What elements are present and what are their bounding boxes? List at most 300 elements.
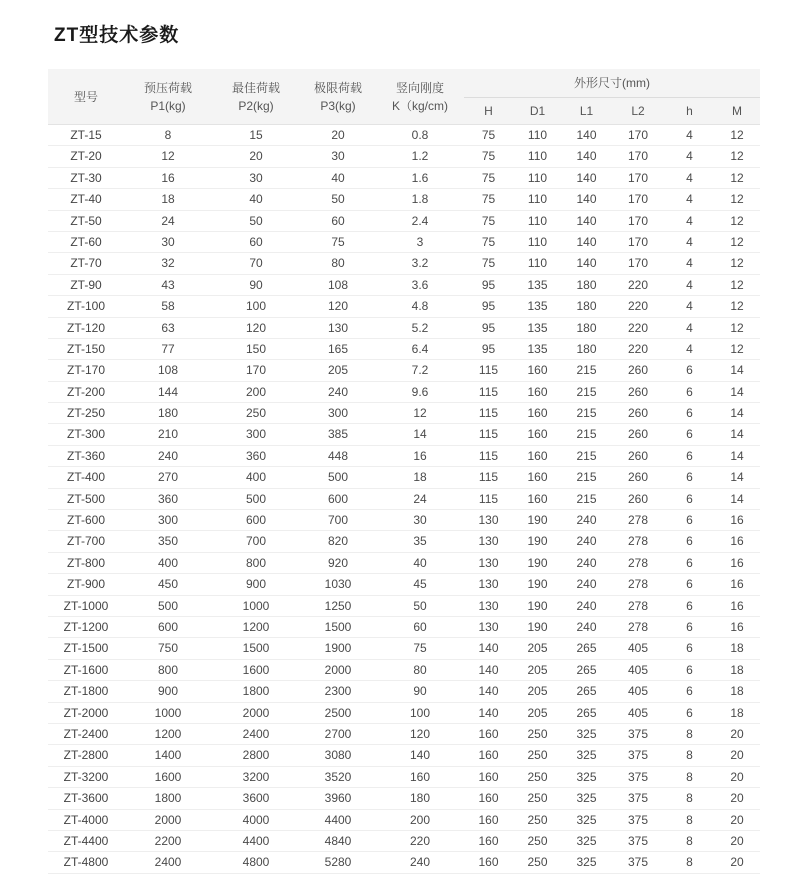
value-cell: 900 <box>212 574 300 595</box>
model-cell: ZT-360 <box>48 445 124 466</box>
value-cell: 240 <box>376 852 464 873</box>
value-cell: 3520 <box>300 766 376 787</box>
value-cell: 2200 <box>124 830 212 851</box>
value-cell: 75 <box>464 210 513 231</box>
value-cell: 12 <box>714 253 760 274</box>
value-cell: 150 <box>212 338 300 359</box>
col-header-preload <box>124 69 212 125</box>
value-cell: 170 <box>611 125 665 146</box>
table-body <box>48 125 760 874</box>
value-cell: 45 <box>376 574 464 595</box>
value-cell: 215 <box>562 403 611 424</box>
value-cell: 215 <box>562 424 611 445</box>
model-cell: ZT-50 <box>48 210 124 231</box>
value-cell: 50 <box>212 210 300 231</box>
value-cell: 140 <box>562 146 611 167</box>
model-cell: ZT-800 <box>48 552 124 573</box>
value-cell: 220 <box>376 830 464 851</box>
value-cell: 4 <box>665 210 714 231</box>
value-cell: 160 <box>464 745 513 766</box>
value-cell: 215 <box>562 488 611 509</box>
model-cell: ZT-3600 <box>48 788 124 809</box>
value-cell: 210 <box>124 424 212 445</box>
value-cell: 6 <box>665 403 714 424</box>
col-header-limit-load-line1: 极限荷载 <box>313 80 362 95</box>
value-cell: 375 <box>611 852 665 873</box>
value-cell: 6 <box>665 681 714 702</box>
value-cell: 3200 <box>212 766 300 787</box>
value-cell: 2500 <box>300 702 376 723</box>
value-cell: 190 <box>513 574 562 595</box>
value-cell: 6 <box>665 702 714 723</box>
value-cell: 3 <box>376 231 464 252</box>
value-cell: 6 <box>665 595 714 616</box>
model-cell: ZT-1600 <box>48 659 124 680</box>
col-header-stiffness-line1: 竖向刚度 <box>395 80 444 95</box>
value-cell: 240 <box>300 381 376 402</box>
value-cell: 12 <box>714 189 760 210</box>
value-cell: 205 <box>513 659 562 680</box>
model-cell: ZT-500 <box>48 488 124 509</box>
value-cell: 350 <box>124 531 212 552</box>
value-cell: 2.4 <box>376 210 464 231</box>
value-cell: 110 <box>513 167 562 188</box>
value-cell: 40 <box>376 552 464 573</box>
value-cell: 8 <box>665 723 714 744</box>
value-cell: 60 <box>300 210 376 231</box>
table-row <box>48 659 760 680</box>
value-cell: 190 <box>513 510 562 531</box>
value-cell: 12 <box>714 274 760 295</box>
col-header-preload-line1: 预压荷载 <box>143 80 192 95</box>
value-cell: 4 <box>665 296 714 317</box>
value-cell: 4 <box>665 274 714 295</box>
value-cell: 270 <box>124 467 212 488</box>
table-row <box>48 296 760 317</box>
value-cell: 170 <box>611 146 665 167</box>
model-cell: ZT-70 <box>48 253 124 274</box>
value-cell: 160 <box>513 424 562 445</box>
value-cell: 115 <box>464 445 513 466</box>
value-cell: 80 <box>376 659 464 680</box>
value-cell: 325 <box>562 852 611 873</box>
value-cell: 200 <box>212 381 300 402</box>
value-cell: 360 <box>212 445 300 466</box>
value-cell: 20 <box>714 830 760 851</box>
value-cell: 160 <box>464 830 513 851</box>
value-cell: 160 <box>513 445 562 466</box>
value-cell: 12 <box>714 317 760 338</box>
value-cell: 205 <box>513 638 562 659</box>
spec-table <box>48 69 760 874</box>
value-cell: 110 <box>513 146 562 167</box>
model-cell: ZT-1200 <box>48 616 124 637</box>
value-cell: 500 <box>124 595 212 616</box>
value-cell: 170 <box>611 210 665 231</box>
value-cell: 325 <box>562 830 611 851</box>
value-cell: 750 <box>124 638 212 659</box>
value-cell: 265 <box>562 702 611 723</box>
value-cell: 160 <box>513 467 562 488</box>
value-cell: 2300 <box>300 681 376 702</box>
value-cell: 160 <box>464 788 513 809</box>
value-cell: 115 <box>464 381 513 402</box>
value-cell: 12 <box>124 146 212 167</box>
table-row <box>48 852 760 873</box>
value-cell: 4 <box>665 146 714 167</box>
model-cell: ZT-4400 <box>48 830 124 851</box>
value-cell: 325 <box>562 766 611 787</box>
value-cell: 160 <box>464 852 513 873</box>
table-row <box>48 360 760 381</box>
value-cell: 260 <box>611 445 665 466</box>
value-cell: 130 <box>464 595 513 616</box>
col-header-best-load-line2: P2(kg) <box>238 98 274 113</box>
model-cell: ZT-600 <box>48 510 124 531</box>
value-cell: 77 <box>124 338 212 359</box>
col-header-preload-line2: P1(kg) <box>150 98 186 113</box>
table-row <box>48 531 760 552</box>
value-cell: 278 <box>611 574 665 595</box>
value-cell: 75 <box>300 231 376 252</box>
value-cell: 700 <box>212 531 300 552</box>
value-cell: 160 <box>464 723 513 744</box>
value-cell: 205 <box>513 702 562 723</box>
value-cell: 260 <box>611 424 665 445</box>
value-cell: 8 <box>665 852 714 873</box>
value-cell: 14 <box>714 488 760 509</box>
value-cell: 20 <box>714 852 760 873</box>
value-cell: 95 <box>464 338 513 359</box>
value-cell: 600 <box>212 510 300 531</box>
value-cell: 405 <box>611 702 665 723</box>
value-cell: 250 <box>513 809 562 830</box>
value-cell: 3080 <box>300 745 376 766</box>
value-cell: 215 <box>562 360 611 381</box>
value-cell: 130 <box>300 317 376 338</box>
value-cell: 12 <box>714 167 760 188</box>
table-row <box>48 830 760 851</box>
col-header-L1: L1 <box>562 98 611 125</box>
value-cell: 108 <box>124 360 212 381</box>
value-cell: 2400 <box>124 852 212 873</box>
col-header-stiffness <box>376 69 464 125</box>
value-cell: 3600 <box>212 788 300 809</box>
value-cell: 12 <box>714 231 760 252</box>
value-cell: 4 <box>665 231 714 252</box>
value-cell: 6 <box>665 467 714 488</box>
value-cell: 240 <box>562 616 611 637</box>
table-row <box>48 595 760 616</box>
value-cell: 160 <box>513 381 562 402</box>
value-cell: 240 <box>562 510 611 531</box>
value-cell: 6 <box>665 552 714 573</box>
value-cell: 160 <box>376 766 464 787</box>
value-cell: 325 <box>562 809 611 830</box>
value-cell: 240 <box>562 552 611 573</box>
value-cell: 405 <box>611 681 665 702</box>
value-cell: 40 <box>212 189 300 210</box>
value-cell: 2700 <box>300 723 376 744</box>
value-cell: 2000 <box>212 702 300 723</box>
value-cell: 250 <box>513 788 562 809</box>
value-cell: 32 <box>124 253 212 274</box>
col-header-model: 型号 <box>48 69 124 125</box>
value-cell: 800 <box>212 552 300 573</box>
value-cell: 170 <box>611 189 665 210</box>
model-cell: ZT-700 <box>48 531 124 552</box>
col-header-h: h <box>665 98 714 125</box>
model-cell: ZT-250 <box>48 403 124 424</box>
value-cell: 20 <box>714 745 760 766</box>
value-cell: 4400 <box>212 830 300 851</box>
table-row <box>48 125 760 146</box>
value-cell: 190 <box>513 595 562 616</box>
value-cell: 1030 <box>300 574 376 595</box>
value-cell: 16 <box>124 167 212 188</box>
value-cell: 6 <box>665 381 714 402</box>
value-cell: 220 <box>611 317 665 338</box>
value-cell: 15 <box>212 125 300 146</box>
model-cell: ZT-300 <box>48 424 124 445</box>
value-cell: 18 <box>714 681 760 702</box>
value-cell: 160 <box>464 766 513 787</box>
value-cell: 144 <box>124 381 212 402</box>
value-cell: 180 <box>562 274 611 295</box>
value-cell: 405 <box>611 638 665 659</box>
col-header-stiffness-line2: K（kg/cm) <box>391 98 448 113</box>
value-cell: 12 <box>714 125 760 146</box>
value-cell: 140 <box>376 745 464 766</box>
value-cell: 360 <box>124 488 212 509</box>
value-cell: 278 <box>611 595 665 616</box>
value-cell: 900 <box>124 681 212 702</box>
value-cell: 75 <box>464 167 513 188</box>
model-cell: ZT-2000 <box>48 702 124 723</box>
value-cell: 2800 <box>212 745 300 766</box>
value-cell: 200 <box>376 809 464 830</box>
table-row <box>48 809 760 830</box>
value-cell: 43 <box>124 274 212 295</box>
value-cell: 375 <box>611 788 665 809</box>
model-cell: ZT-2800 <box>48 745 124 766</box>
value-cell: 20 <box>714 766 760 787</box>
table-row <box>48 488 760 509</box>
model-cell: ZT-30 <box>48 167 124 188</box>
value-cell: 35 <box>376 531 464 552</box>
value-cell: 24 <box>376 488 464 509</box>
model-cell: ZT-4800 <box>48 852 124 873</box>
value-cell: 18 <box>714 659 760 680</box>
value-cell: 14 <box>714 360 760 381</box>
value-cell: 1600 <box>212 659 300 680</box>
value-cell: 60 <box>376 616 464 637</box>
value-cell: 4 <box>665 317 714 338</box>
value-cell: 140 <box>562 167 611 188</box>
value-cell: 300 <box>300 403 376 424</box>
value-cell: 375 <box>611 745 665 766</box>
value-cell: 265 <box>562 659 611 680</box>
value-cell: 260 <box>611 403 665 424</box>
value-cell: 385 <box>300 424 376 445</box>
value-cell: 50 <box>376 595 464 616</box>
model-cell: ZT-1800 <box>48 681 124 702</box>
value-cell: 100 <box>212 296 300 317</box>
value-cell: 130 <box>464 531 513 552</box>
table-row <box>48 681 760 702</box>
value-cell: 820 <box>300 531 376 552</box>
model-cell: ZT-200 <box>48 381 124 402</box>
value-cell: 448 <box>300 445 376 466</box>
value-cell: 135 <box>513 338 562 359</box>
value-cell: 205 <box>513 681 562 702</box>
value-cell: 1500 <box>300 616 376 637</box>
value-cell: 215 <box>562 381 611 402</box>
value-cell: 20 <box>212 146 300 167</box>
value-cell: 1.8 <box>376 189 464 210</box>
model-cell: ZT-170 <box>48 360 124 381</box>
value-cell: 14 <box>714 424 760 445</box>
value-cell: 140 <box>464 659 513 680</box>
model-cell: ZT-3200 <box>48 766 124 787</box>
model-cell: ZT-900 <box>48 574 124 595</box>
value-cell: 2000 <box>300 659 376 680</box>
value-cell: 4 <box>665 125 714 146</box>
value-cell: 140 <box>562 125 611 146</box>
value-cell: 18 <box>376 467 464 488</box>
col-header-M: M <box>714 98 760 125</box>
value-cell: 5.2 <box>376 317 464 338</box>
table-header <box>48 69 760 125</box>
value-cell: 30 <box>376 510 464 531</box>
value-cell: 4000 <box>212 809 300 830</box>
value-cell: 140 <box>464 681 513 702</box>
value-cell: 110 <box>513 210 562 231</box>
value-cell: 1200 <box>212 616 300 637</box>
value-cell: 3.2 <box>376 253 464 274</box>
value-cell: 160 <box>513 488 562 509</box>
value-cell: 700 <box>300 510 376 531</box>
value-cell: 220 <box>611 274 665 295</box>
col-header-D1: D1 <box>513 98 562 125</box>
value-cell: 180 <box>124 403 212 424</box>
value-cell: 260 <box>611 381 665 402</box>
value-cell: 400 <box>124 552 212 573</box>
value-cell: 115 <box>464 403 513 424</box>
value-cell: 140 <box>562 210 611 231</box>
model-cell: ZT-150 <box>48 338 124 359</box>
value-cell: 500 <box>212 488 300 509</box>
value-cell: 14 <box>714 467 760 488</box>
value-cell: 95 <box>464 296 513 317</box>
value-cell: 40 <box>300 167 376 188</box>
model-cell: ZT-100 <box>48 296 124 317</box>
value-cell: 278 <box>611 616 665 637</box>
value-cell: 1400 <box>124 745 212 766</box>
col-header-limit-load <box>300 69 376 125</box>
value-cell: 190 <box>513 616 562 637</box>
value-cell: 250 <box>513 723 562 744</box>
model-cell: ZT-90 <box>48 274 124 295</box>
value-cell: 14 <box>714 403 760 424</box>
col-header-best-load <box>212 69 300 125</box>
value-cell: 4 <box>665 189 714 210</box>
model-cell: ZT-4000 <box>48 809 124 830</box>
value-cell: 1250 <box>300 595 376 616</box>
col-header-best-load-line1: 最佳荷载 <box>231 80 280 95</box>
col-header-L2: L2 <box>611 98 665 125</box>
value-cell: 1500 <box>212 638 300 659</box>
value-cell: 1.6 <box>376 167 464 188</box>
value-cell: 8 <box>665 830 714 851</box>
value-cell: 250 <box>513 852 562 873</box>
value-cell: 58 <box>124 296 212 317</box>
value-cell: 4400 <box>300 809 376 830</box>
value-cell: 2000 <box>124 809 212 830</box>
value-cell: 180 <box>376 788 464 809</box>
value-cell: 16 <box>714 616 760 637</box>
value-cell: 108 <box>300 274 376 295</box>
value-cell: 260 <box>611 360 665 381</box>
value-cell: 8 <box>665 809 714 830</box>
value-cell: 12 <box>714 210 760 231</box>
value-cell: 20 <box>300 125 376 146</box>
table-row <box>48 766 760 787</box>
value-cell: 20 <box>714 809 760 830</box>
value-cell: 220 <box>611 296 665 317</box>
table-row <box>48 574 760 595</box>
table-row <box>48 424 760 445</box>
table-row <box>48 616 760 637</box>
value-cell: 3960 <box>300 788 376 809</box>
value-cell: 50 <box>300 189 376 210</box>
value-cell: 375 <box>611 723 665 744</box>
value-cell: 180 <box>562 296 611 317</box>
value-cell: 130 <box>464 510 513 531</box>
value-cell: 240 <box>124 445 212 466</box>
value-cell: 170 <box>212 360 300 381</box>
value-cell: 7.2 <box>376 360 464 381</box>
value-cell: 130 <box>464 616 513 637</box>
value-cell: 6.4 <box>376 338 464 359</box>
value-cell: 160 <box>513 403 562 424</box>
table-row <box>48 445 760 466</box>
value-cell: 6 <box>665 638 714 659</box>
value-cell: 135 <box>513 274 562 295</box>
value-cell: 120 <box>376 723 464 744</box>
value-cell: 16 <box>714 531 760 552</box>
header-row-top <box>48 69 760 98</box>
value-cell: 220 <box>611 338 665 359</box>
value-cell: 250 <box>513 745 562 766</box>
value-cell: 12 <box>714 296 760 317</box>
table-row <box>48 338 760 359</box>
value-cell: 6 <box>665 488 714 509</box>
value-cell: 140 <box>562 189 611 210</box>
value-cell: 920 <box>300 552 376 573</box>
model-cell: ZT-40 <box>48 189 124 210</box>
value-cell: 20 <box>714 723 760 744</box>
table-row <box>48 510 760 531</box>
table-row <box>48 723 760 744</box>
value-cell: 8 <box>665 745 714 766</box>
value-cell: 75 <box>464 189 513 210</box>
value-cell: 90 <box>376 681 464 702</box>
table-row <box>48 788 760 809</box>
model-cell: ZT-1000 <box>48 595 124 616</box>
value-cell: 0.8 <box>376 125 464 146</box>
page-title: ZT型技术参数 <box>54 25 180 46</box>
